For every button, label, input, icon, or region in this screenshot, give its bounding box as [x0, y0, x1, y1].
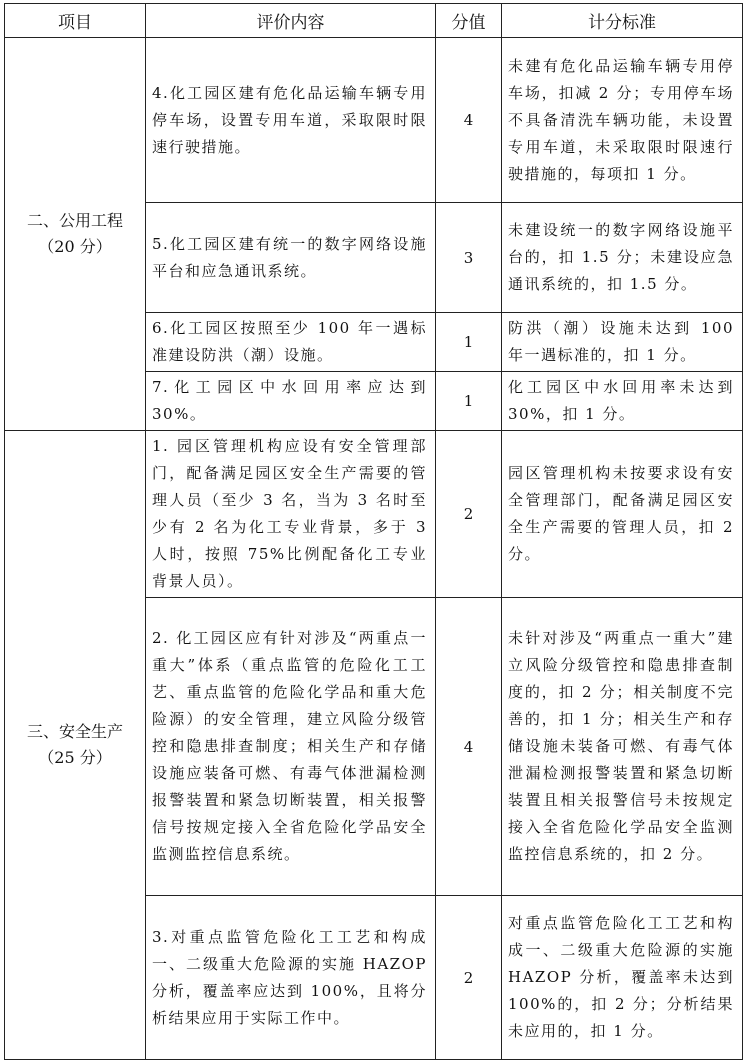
header-content: 评价内容 [146, 4, 436, 38]
standard-cell: 对重点监管危险化工工艺和构成一、二级重大危险源的实施 HAZOP 分析，覆盖率未达到 100%的，扣 2 分；分析结果未应用的，扣 1 分。 [502, 896, 743, 1060]
category-public-utilities [5, 38, 146, 431]
content-cell: 5.化工园区建有统一的数字网络设施平台和应急通讯系统。 [146, 203, 436, 313]
score-cell: 1 [436, 372, 502, 431]
score-cell: 2 [436, 431, 502, 598]
content-cell: 3.对重点监管危险化工工艺和构成一、二级重大危险源的实施 HAZOP 分析，覆盖率应达到 100%，且将分析结果应用于实际工作中。 [146, 896, 436, 1060]
score-cell: 2 [436, 896, 502, 1060]
content-cell: 7.化工园区中水回用率应达到 30%。 [146, 372, 436, 431]
standard-cell: 未建设统一的数字网络设施平台的，扣 1.5 分；未建设应急通讯系统的，扣 1.5 分。 [502, 203, 743, 313]
standard-cell: 未针对涉及“两重点一重大”建立风险分级管控和隐患排查制度的，扣 2 分；相关制度不完善的，扣 1 分；相关生产和存储设施未装备可燃、有毒气体泄漏检测报警装置和紧急切断装置且相关报警信号未按规定接入全省危险化学品安全监测监控信息系统的，扣 2 分。 [502, 598, 743, 896]
category-safety-production [5, 431, 146, 1060]
standard-cell: 园区管理机构未按要求设有安全管理部门，配备满足园区安全生产需要的管理人员，扣 2 分。 [502, 431, 743, 598]
table-header-row [5, 4, 743, 38]
category-points: （25 分） [38, 748, 112, 767]
evaluation-table [4, 3, 743, 1060]
score-cell: 4 [436, 598, 502, 896]
score-cell: 1 [436, 313, 502, 372]
standard-cell: 防洪（潮）设施未达到 100 年一遇标准的，扣 1 分。 [502, 313, 743, 372]
header-score: 分值 [436, 4, 502, 38]
content-cell: 2. 化工园区应有针对涉及“两重点一重大”体系（重点监管的危险化工工艺、重点监管的危险化学品和重大危险源）的安全管理，建立风险分级管控和隐患排查制度；相关生产和存储设施应装备可燃、有毒气体泄漏检测报警装置和紧急切断装置，相关报警信号按规定接入全省危险化学品安全监测监控信息系统。 [146, 598, 436, 896]
content-cell: 1. 园区管理机构应设有安全管理部门，配备满足园区安全生产需要的管理人员（至少 3 名，当为 3 名时至少有 2 名为化工专业背景，多于 3 人时，按照 75%比例配备化工专业背景人员）。 [146, 431, 436, 598]
table-row [5, 38, 743, 203]
score-cell: 4 [436, 38, 502, 203]
standard-cell: 化工园区中水回用率未达到 30%，扣 1 分。 [502, 372, 743, 431]
table-row [5, 431, 743, 598]
category-name: 二、公用工程 [26, 211, 123, 230]
content-cell: 6.化工园区按照至少 100 年一遇标准建设防洪（潮）设施。 [146, 313, 436, 372]
category-points: （20 分） [38, 237, 112, 256]
category-name: 三、安全生产 [26, 722, 123, 741]
header-project: 项目 [5, 4, 146, 38]
header-standard: 计分标准 [502, 4, 743, 38]
content-cell: 4.化工园区建有危化品运输车辆专用停车场，设置专用车道，采取限时限速行驶措施。 [146, 38, 436, 203]
standard-cell: 未建有危化品运输车辆专用停车场，扣减 2 分；专用停车场不具备清洗车辆功能，未设置专用车道，未采取限时限速行驶措施的，每项扣 1 分。 [502, 38, 743, 203]
score-cell: 3 [436, 203, 502, 313]
